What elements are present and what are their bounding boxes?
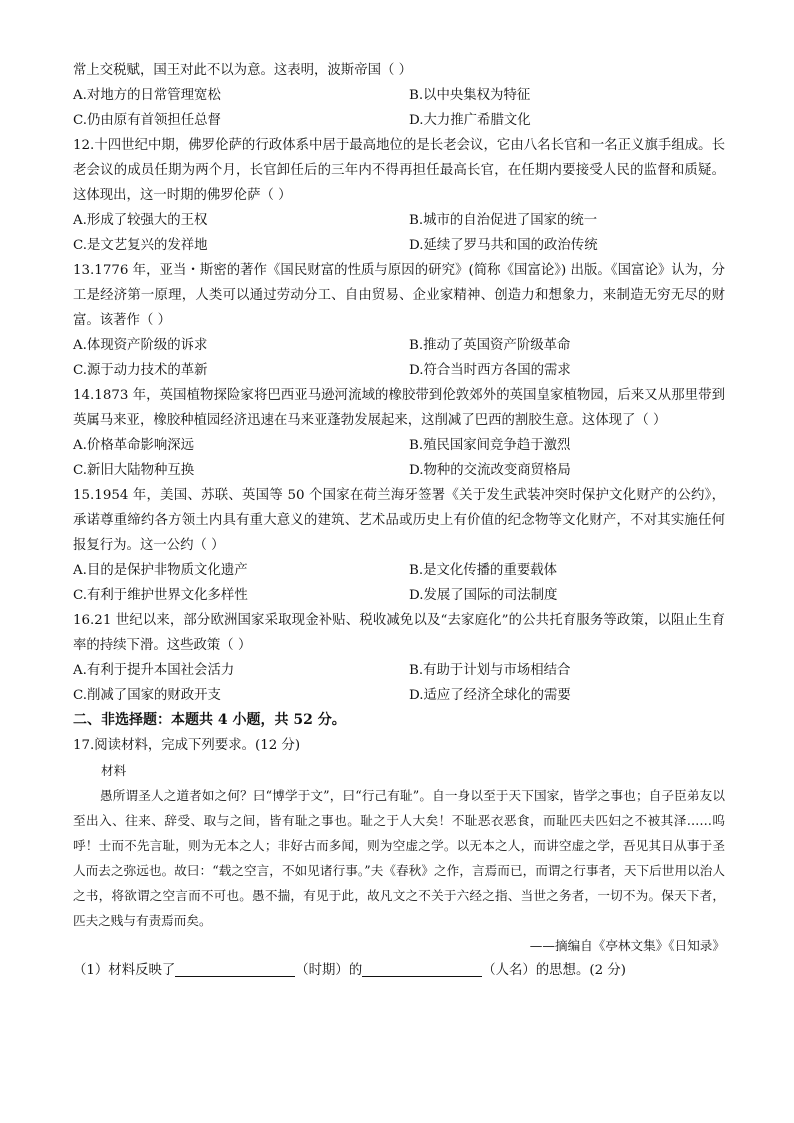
q14-stem: 14.1873 年，英国植物探险家将巴西亚马逊河流域的橡胶带到伦敦郊外的英国皇家植物园，后来又从那里带到英属马来亚，橡胶种植园经济迅速在马来亚蓬勃发展起来，这削减了巴西的割胶生意。这体现了（ ） xyxy=(73,388,725,428)
q13-stem: 13.1776 年，亚当・斯密的著作《国民财富的性质与原因的研究》(简称《国富论》) 出版。《国富论》认为，分工是经济第一原理，人类可以通过劳动分工、自由贸易、企业家精神、创造力和想象力，来制造无穷无尽的财富。该著作（ ） xyxy=(73,263,725,328)
q13-options-row-2 xyxy=(73,358,725,383)
q11-option-b[interactable]: B.以中央集权为特征 xyxy=(409,88,531,103)
material-quote: 愚所谓圣人之道者如之何？曰“博学于文”，曰“行己有耻”。自一身以至于天下国家，皆学之事也；自子臣弟友以至出入、往来、辞受、取与之间，皆有耻之事也。耻之于人大矣！不耻恶衣恶食，而耻匹夫匹妇之不被其泽……呜呼！士而不先言耻，则为无本之人；非好古而多闻，则为空虚之学。以无本之人，而讲空虚之学，吾见其日从事于圣人而去之弥远也。故曰：“载之空言，不如见诸行事。”夫《春秋》之作，言焉而已，而谓之行事者，天下后世用以治人之书，将欲谓之空言而不可也。愚不揣，有见于此，故凡文之不关于六经之指、当世之务者，一切不为。保天下者，匹夫之贱与有责焉而矣。 xyxy=(73,788,725,928)
q17-stem: 17.阅读材料，完成下列要求。(12 分) xyxy=(73,738,301,753)
q11-options-row-1 xyxy=(73,83,725,108)
q17-sub1-part-b: （时期）的 xyxy=(295,963,363,978)
q12-option-d[interactable]: D.延续了罗马共和国的政治传统 xyxy=(409,238,598,253)
period-answer-blank[interactable] xyxy=(175,960,295,977)
q11-stem: 常上交税赋，国王对此不以为意。这表明，波斯帝国（ ） xyxy=(73,63,413,78)
q17-sub1 xyxy=(73,958,725,983)
person-answer-blank[interactable] xyxy=(362,960,482,977)
q16-option-d[interactable]: D.适应了经济全球化的需要 xyxy=(409,688,571,703)
q12-option-a[interactable]: A.形成了较强大的王权 xyxy=(73,213,208,228)
exam-page xyxy=(73,58,725,983)
q14-options-row-1 xyxy=(73,433,725,458)
q11-option-a[interactable]: A.对地方的日常管理宽松 xyxy=(73,88,221,103)
q15-option-d[interactable]: D.发展了国际的司法制度 xyxy=(409,588,558,603)
q17-sub1-part-a: （1）材料反映了 xyxy=(73,963,176,978)
q12-stem: 12.十四世纪中期，佛罗伦萨的行政体系中居于最高地位的是长老会议，它由八名长官和一名正义旗手组成。长老会议的成员任期为两个月，长官卸任后的三年内不得再担任最高长官，在任期内要接受人民的监督和质疑。这体现出，这一时期的佛罗伦萨（ ） xyxy=(73,138,725,203)
q15-option-b[interactable]: B.是文化传播的重要载体 xyxy=(409,563,558,578)
q13-options-row-1 xyxy=(73,333,725,358)
q13-option-d[interactable]: D.符合当时西方各国的需求 xyxy=(409,363,571,378)
q16-option-b[interactable]: B.有助于计划与市场相结合 xyxy=(409,663,571,678)
q15-option-a[interactable]: A.目的是保护非物质文化遗产 xyxy=(73,563,248,578)
q14-option-b[interactable]: B.殖民国家间竞争趋于激烈 xyxy=(409,438,571,453)
q17-sub1-part-c: （人名）的思想。(2 分) xyxy=(482,963,626,978)
q13-option-c[interactable]: C.源于动力技术的革新 xyxy=(73,363,208,378)
q11-options-row-2 xyxy=(73,108,725,133)
q16-option-c[interactable]: C.削减了国家的财政开支 xyxy=(73,688,221,703)
q16-stem: 16.21 世纪以来，部分欧洲国家采取现金补贴、税收减免以及“去家庭化”的公共托育服务等政策，以阻止生育率的持续下滑。这些政策（ ） xyxy=(73,613,725,653)
section-heading: 二、非选择题：本题共 4 小题，共 52 分。 xyxy=(73,712,346,728)
q13-option-b[interactable]: B.推动了英国资产阶级革命 xyxy=(409,338,571,353)
q16-options-row-2 xyxy=(73,683,725,708)
q14-option-d[interactable]: D.物种的交流改变商贸格局 xyxy=(409,463,571,478)
q11-option-c[interactable]: C.仍由原有首领担任总督 xyxy=(73,113,221,128)
q12-options-row-2 xyxy=(73,233,725,258)
q12-option-c[interactable]: C.是文艺复兴的发祥地 xyxy=(73,238,208,253)
q12-option-b[interactable]: B.城市的自治促进了国家的统一 xyxy=(409,213,598,228)
q15-options-row-1 xyxy=(73,558,725,583)
q15-stem: 15.1954 年，美国、苏联、英国等 50 个国家在荷兰海牙签署《关于发生武装冲突时保护文化财产的公约》，承诺尊重缔约各方领土内具有重大意义的建筑、艺术品或历史上有价值的纪念物等文化财产，不对其实施任何报复行为。这一公约（ ） xyxy=(73,488,725,553)
q15-option-c[interactable]: C.有利于维护世界文化多样性 xyxy=(73,588,248,603)
material-source: ——摘编自《亭林文集》《日知录》 xyxy=(529,938,725,953)
q14-option-c[interactable]: C.新旧大陆物种互换 xyxy=(73,463,195,478)
q14-options-row-2 xyxy=(73,458,725,483)
q15-options-row-2 xyxy=(73,583,725,608)
q12-options-row-1 xyxy=(73,208,725,233)
q16-options-row-1 xyxy=(73,658,725,683)
q16-option-a[interactable]: A.有利于提升本国社会活力 xyxy=(73,663,235,678)
material-label: 材料 xyxy=(101,763,127,778)
q13-option-a[interactable]: A.体现资产阶级的诉求 xyxy=(73,338,208,353)
q11-option-d[interactable]: D.大力推广希腊文化 xyxy=(409,113,531,128)
q14-option-a[interactable]: A.价格革命影响深远 xyxy=(73,438,195,453)
